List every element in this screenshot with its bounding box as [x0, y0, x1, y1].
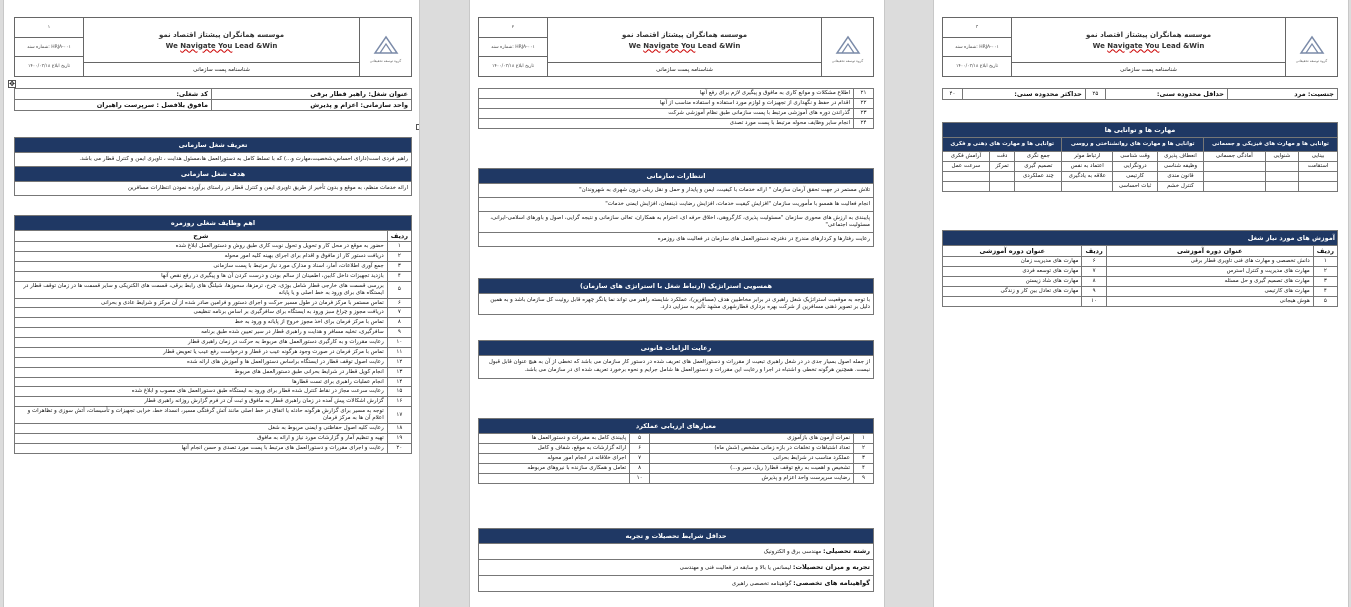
- job-code-cell: کد شغلی:: [15, 89, 212, 100]
- table-row: [15, 252, 412, 262]
- table-row: [479, 198, 874, 212]
- doc-title: شناسنامه پست سازمانی: [193, 66, 250, 73]
- skills-title: مهارت ها و توانایی ها: [943, 123, 1338, 138]
- doc-date: تاریخ ابلاغ ۱۴۰۰/۰۳/۱۸: [27, 64, 71, 70]
- duty-text: تماس مستمر با مرکز فرمان در طول مسیر حرکت و اجرای دستور و فرامین صادر شده از آن مرکز و شرایط عادی و بحرانی: [15, 298, 388, 308]
- training-number: ۷: [1082, 267, 1106, 277]
- min-age-label: حداقل محدوده سنی:: [1105, 89, 1227, 100]
- education-label: تجربه و میزان تحصیلات:: [792, 563, 870, 571]
- doc-code: HRJA-۰۰۱ :شماره سند: [943, 38, 1011, 58]
- duty-number: ۸: [387, 318, 411, 328]
- skill-cell: آمادگی جسمانی: [1203, 152, 1265, 162]
- skill-cell: علاقه به یادگیری: [1062, 171, 1113, 181]
- training-col-title-2: عنوان دوره آموزشی: [943, 246, 1082, 257]
- eval-criterion: عملکرد مناسب در شرایط بحرانی: [650, 453, 854, 463]
- page-number: ۱: [15, 18, 83, 38]
- table-row: [15, 347, 412, 357]
- table-row: [15, 387, 412, 397]
- job-definition-text: راهبر فردی است(دارای احساس،شخصیت،مهارت و...) که با تسلط کامل به دستورالعمل ها،مسئول هدایت ، تاویری ایمن و کنترل قطار می باشد.: [15, 153, 412, 167]
- skill-cell: استقامت: [1299, 161, 1338, 171]
- table-row: [15, 407, 412, 424]
- age-gender-table: [942, 88, 1338, 100]
- training-col-title: عنوان دوره آموزشی: [1106, 246, 1313, 257]
- job-goal-text: ارائه خدمات منظم، به موقع و بدون تأخیر از طریق تاویری ایمن و کنترل قطار در راستای برآورده نمودن انتظارات مسافرین: [15, 182, 412, 196]
- eval-number: ۹: [854, 473, 874, 483]
- duties-continued-table: [478, 88, 874, 129]
- training-col-num: ردیف: [1313, 246, 1337, 257]
- skill-cell: شنوایی: [1265, 152, 1298, 162]
- eval-number: ۵: [630, 434, 650, 444]
- table-row: [15, 433, 412, 443]
- skill-cell: [1203, 171, 1265, 181]
- max-age-label: حداکثر محدوده سنی:: [963, 89, 1086, 100]
- table-row: [943, 161, 1338, 171]
- education-label: رشته تحصیلی:: [822, 547, 870, 556]
- training-number: ۱۰: [1082, 296, 1106, 306]
- table-row: [943, 171, 1338, 181]
- expectation-text: تلاش مستمر در جهت تحقق آرمان سازمان " ارائه خدمات با کیفیت، ایمن و پایدار و حمل و نقل ریلی درون شهری به شهروندان": [479, 184, 874, 198]
- skill-cell: [1203, 161, 1265, 171]
- training-number: ۵: [1313, 296, 1337, 306]
- duty-text: تماس با مرکز فرمان برای اخذ مجوز خروج از پایانه و ورود به خط: [15, 318, 388, 328]
- logo-caption: گروه توسعه تحقیقاتی: [831, 59, 864, 63]
- page-header: [14, 17, 412, 77]
- eval-criterion: اجرای خلاقانه در انجام امور محوله: [479, 453, 630, 463]
- duty-text: انجام کوپل قطار در شرایط بحرانی طبق دستورالعمل های مربوط: [15, 367, 388, 377]
- table-row: [15, 367, 412, 377]
- eval-number: ۷: [630, 453, 650, 463]
- training-title: آموزش های مورد نیاز شغل: [943, 231, 1338, 246]
- duty-text: تماس با مرکز فرمان در صورت وجود هرگونه عیب در قطار و درخواست رفع عیب یا تعویض قطار: [15, 347, 388, 357]
- skill-cell: آرامش فکری: [943, 152, 990, 162]
- skill-cell: [1265, 181, 1298, 191]
- table-row: [479, 453, 874, 463]
- table-row: [15, 397, 412, 407]
- duty-text: سافرگیری، تخلیه مسافر و هدایت و راهبری قطار در سیر تعیین شده طبق برنامه: [15, 328, 388, 338]
- doc-code: HRJA-۰۰۱ :شماره سند: [479, 38, 547, 58]
- eval-number: ۱۰: [630, 473, 650, 483]
- strategy-text: با توجه به موقعیت استراتژیک شغل راهبری در برابر مخاطبین هدف (مسافرین)، عملکرد شایسته راهبر می تواند نما یانگر چهره قابل روئیت کل سازمان باشد و به همین دلیل بر تصویر ذهنی مسافرین از شرکت بهره برداری قطارشهری مشهد تأثیر به سزایی دارد.: [479, 294, 874, 315]
- legal-title: رعایت الزامات قانونی: [479, 341, 874, 356]
- eval-criterion: تعامل و همکاری سازنده با نیروهای مربوطه: [479, 463, 630, 473]
- skill-cell: تصمیم گیری: [1015, 161, 1062, 171]
- skill-cell: درونگرایی: [1113, 161, 1158, 171]
- company-name-fa: موسسه همانگران پیشتاز اقتصاد نمو: [621, 30, 748, 39]
- logo-caption: گروه توسعه تحقیقاتی: [369, 59, 402, 63]
- logo-icon: [831, 31, 865, 59]
- table-row: [479, 108, 874, 118]
- doc-title: شناسنامه پست سازمانی: [656, 66, 713, 73]
- education-row: [479, 544, 874, 560]
- education-value: مهندسی برق و الکترونیک: [763, 549, 822, 556]
- skill-cell: ارتباط موثر: [1062, 152, 1113, 162]
- job-definition-title: تعریف شغل سازمانی: [15, 138, 412, 153]
- skill-cell: [989, 181, 1014, 191]
- table-row: [943, 152, 1338, 162]
- duty-number: ۵: [387, 281, 411, 298]
- gender-cell: جنسیت: مرد: [1228, 89, 1338, 100]
- table-resize-handle[interactable]: [416, 124, 420, 130]
- duty-number: ۲۲: [854, 98, 874, 108]
- skill-cell: [1299, 171, 1338, 181]
- skill-cell: جمع نگری: [1015, 152, 1062, 162]
- table-row: [15, 308, 412, 318]
- skill-cell: قانون مندی: [1158, 171, 1204, 181]
- eval-number: ۳: [854, 453, 874, 463]
- duties-col-desc: شرح: [15, 231, 388, 242]
- expectation-text: رعایت رفتارها و کردارهای مندرج در دفترچه دستورالعمل های سازمان در فعالیت های روزمره: [479, 232, 874, 246]
- job-goal-title: هدف شغل سازمانی: [15, 167, 412, 182]
- table-row: [479, 575, 874, 591]
- table-row: [15, 242, 412, 252]
- duty-text: دریافت دستور کار از مافوق و اقدام برای اجرای بهینه کلیه امور محوله: [15, 252, 388, 262]
- expectation-text: پایبندی به ارزش های محوری سازمان "مسئولیت پذیری، کارگروهی، اخلاق حرفه ای، احترام به همکاران، تعالی سازمانی و نتیجه گرایی، اصول و باورهای اسلامی-ایرانی، مسئولیت اجتماعی": [479, 211, 874, 232]
- duty-number: ۲۱: [854, 89, 874, 99]
- duty-number: ۲۴: [854, 118, 874, 128]
- duty-text: رعایت و اجرای مقررات و دستورالعمل های مرتبط با پست مورد تصدی و حسن انجام آنها: [15, 443, 388, 453]
- max-age-value: ۴۰: [943, 89, 963, 100]
- company-logo: [359, 18, 411, 76]
- duties-title: اهم وظایف شغلی روزمره: [15, 216, 412, 231]
- legal-table: [478, 340, 874, 379]
- page-number: ۳: [943, 18, 1011, 38]
- training-course: [943, 296, 1082, 306]
- duty-number: ۲۳: [854, 108, 874, 118]
- company-logo: [821, 18, 873, 76]
- training-table: [942, 230, 1338, 307]
- duty-number: ۱۲: [387, 357, 411, 367]
- skill-cell: وقت شناسی: [1113, 152, 1158, 162]
- training-course: مهارت های تعادل بین کار و زندگی: [943, 286, 1082, 296]
- duty-text: اقدام در حفظ و نگهداری از تجهیزات و لوازم مورد استفاده و استفاده مناسب از آنها: [479, 98, 854, 108]
- skill-cell: [1265, 161, 1298, 171]
- duty-number: ۲: [387, 252, 411, 262]
- skill-cell: [989, 171, 1014, 181]
- duty-number: ۶: [387, 298, 411, 308]
- eval-criterion: تعداد اشتباهات و تخلفات در بازه زمانی مشخص (شش ماه): [650, 444, 854, 454]
- training-course: مهارت های مدیریت و کنترل استرس: [1106, 267, 1313, 277]
- duty-number: ۲۰: [387, 443, 411, 453]
- duty-number: ۱۵: [387, 387, 411, 397]
- duty-number: ۱۱: [387, 347, 411, 357]
- duties-table: [14, 215, 412, 454]
- page-header: [942, 17, 1338, 77]
- table-row: [15, 338, 412, 348]
- table-row: [15, 423, 412, 433]
- supervisor-cell: مافوق بلافصل : سرپرست راهبران: [15, 100, 212, 111]
- eval-criterion: پایبندی کامل به مقررات و دستورالعمل ها: [479, 434, 630, 444]
- table-row: [479, 544, 874, 560]
- table-row: [943, 286, 1338, 296]
- skill-cell: کارتیمی: [1113, 171, 1158, 181]
- duty-number: ۱۸: [387, 423, 411, 433]
- training-course: مهارت های شاد زیستن: [943, 277, 1082, 287]
- duty-text: رعایت کلیه اصول حفاظتی و ایمنی مربوط به شغل: [15, 423, 388, 433]
- training-number: ۹: [1082, 286, 1106, 296]
- skill-cell: دقت: [989, 152, 1014, 162]
- duty-number: ۴: [387, 271, 411, 281]
- skill-cell: [943, 171, 990, 181]
- education-row: [479, 575, 874, 591]
- eval-number: ۴: [854, 463, 874, 473]
- skill-cell: چند عملکردی: [1015, 171, 1062, 181]
- skills-header-physical: توانایی ها و مهارت های فیزیکی و جسمانی: [1203, 138, 1337, 152]
- job-title-cell: عنوان شغل: راهبر قطار برقی: [212, 89, 412, 100]
- duty-text: گزارش اشکالات پیش آمده در زمان راهبری قطار به مافوق و ثبت آن در فرم گزارش روزانه راهبری قطار: [15, 397, 388, 407]
- education-table: [478, 528, 874, 592]
- logo-caption: گروه توسعه تحقیقاتی: [1295, 59, 1328, 63]
- duty-number: ۱۶: [387, 397, 411, 407]
- table-row: [479, 184, 874, 198]
- duty-text: رعایت سرعت مجاز در نقاط کنترل شده قطار برای ورود به ایستگاه طبق دستورالعمل های مصوب و ابلاغ شده: [15, 387, 388, 397]
- table-row: [15, 357, 412, 367]
- duty-text: گذراندن دوره های آموزشی مرتبط با پست سازمانی طبق نظام آموزشی شرکت: [479, 108, 854, 118]
- education-row: [479, 560, 874, 576]
- company-slogan: We Navigate You Lead &Win: [165, 41, 278, 50]
- doc-code: HRJA-۰۰۱ :شماره سند: [15, 38, 83, 58]
- skill-cell: بینایی: [1299, 152, 1338, 162]
- skill-cell: کنترل خشم: [1158, 181, 1204, 191]
- table-row: [479, 89, 874, 99]
- skills-table: [942, 122, 1338, 192]
- table-row: [479, 118, 874, 128]
- duty-number: ۳: [387, 262, 411, 272]
- duty-number: ۱: [387, 242, 411, 252]
- page-header: [478, 17, 874, 77]
- duty-text: رعایت اصول توقف قطار در ایستگاه براساس دستورالعمل ها و آموزش های ارائه شده: [15, 357, 388, 367]
- company-name-fa: موسسه همانگران پیشتاز اقتصاد نمو: [1085, 30, 1212, 39]
- table-row: [15, 281, 412, 298]
- job-info-table: [14, 88, 412, 111]
- table-row: [15, 262, 412, 272]
- skill-cell: [943, 181, 990, 191]
- education-title: حداقل شرایط تحصیلات و تجربه: [479, 529, 874, 544]
- table-row: [479, 434, 874, 444]
- expectation-text: انجام فعالیت ها همسو با مأموریت سازمان "افزایش کیفیت خدمات، افزایش رضایت ذینفعان، افزایش ایمنی خدمات": [479, 198, 874, 212]
- duty-text: حضور به موقع در محل کار و تحویل و تحول نوبت کاری طبق روش و دستورالعمل ابلاغ شده: [15, 242, 388, 252]
- duty-text: تهیه و تنظیم آمار و گزارشات مورد نیاز و ارائه به مافوق: [15, 433, 388, 443]
- skills-header-mental: توانایی ها و مهارت های ذهنی و فکری: [943, 138, 1062, 152]
- eval-criterion: [479, 473, 630, 483]
- skill-cell: اعتماد به نفس: [1062, 161, 1113, 171]
- duty-number: ۱۰: [387, 338, 411, 348]
- table-row: [15, 377, 412, 387]
- duty-text: جمع آوری اطلاعات، آمار، اسناد و مدارک مورد نیاز مرتبط با پست سازمانی: [15, 262, 388, 272]
- training-course: مهارت های تصمیم گیری و حل مسئله: [1106, 277, 1313, 287]
- skill-cell: انعطاف پذیری: [1158, 152, 1204, 162]
- training-number: ۳: [1313, 277, 1337, 287]
- org-unit-cell: واحد سازمانی: اعزام و پذیرش: [212, 100, 412, 111]
- training-course: هوش هیجانی: [1106, 296, 1313, 306]
- duty-number: ۱۷: [387, 407, 411, 424]
- company-slogan: We Navigate You Lead &Win: [1092, 41, 1205, 50]
- doc-date: تاریخ ابلاغ ۱۴۰۰/۰۳/۱۸: [955, 64, 999, 70]
- eval-criterion: تشخیص و اهمیت به رفع توقف قطار( ریل، سیر و...): [650, 463, 854, 473]
- table-row: [943, 267, 1338, 277]
- skill-cell: [1015, 181, 1062, 191]
- skill-cell: ثبات احساسی: [1113, 181, 1158, 191]
- page-number: ۲: [479, 18, 547, 38]
- training-number: ۶: [1082, 257, 1106, 267]
- education-label: گواهینامه های تخصصی:: [793, 578, 870, 587]
- expectations-title: انتظارات سازمانی: [479, 169, 874, 184]
- eval-number: ۱: [854, 434, 874, 444]
- eval-number: ۲: [854, 444, 874, 454]
- skills-header-psych: توانایی ها و مهارت های روانشناختی و روسی: [1062, 138, 1203, 152]
- training-number: ۴: [1313, 286, 1337, 296]
- training-course: مهارت های توسعه فردی: [943, 267, 1082, 277]
- table-row: [479, 232, 874, 246]
- table-row: [479, 98, 874, 108]
- table-row: [943, 257, 1338, 267]
- training-course: مهارت های مدیریت زمان: [943, 257, 1082, 267]
- duty-text: توجه به مسیر برای گزارش هرگونه حادثه یا اتفاق در خط اصلی مانند آتش گرفتگی مسیر، انسداد خط، خرابی تجهیزات و تأسیسات، آتش سوزی و تظاهرات و اعلام آن ها به مرکز فرمان: [15, 407, 388, 424]
- table-row: [15, 298, 412, 308]
- evaluation-table: [478, 418, 874, 484]
- table-row: [943, 277, 1338, 287]
- skill-cell: [1203, 181, 1265, 191]
- training-number: ۸: [1082, 277, 1106, 287]
- eval-criterion: رضایت سرپرست واحد اعزام و پذیرش: [650, 473, 854, 483]
- expectations-table: [478, 168, 874, 247]
- table-row: [943, 296, 1338, 306]
- eval-number: ۸: [630, 463, 650, 473]
- legal-text: از جمله اصول بسیار جدی در در شغل راهبری تبعیت از مقررات و دستورالعمل های تعریف شده در دستور کار سازمان می باشد که تخطی از آن به هیچ عنوان قابل قبول نیست. همچنین هرگونه تخطی و اشتباه در اجرا و رعایت این مقررات و دستورالعمل ها شامل جرایم و نحوه برخورد تعریف شده ای در سازمان می باشد.: [479, 356, 874, 379]
- training-number: ۲: [1313, 267, 1337, 277]
- skill-cell: سرعت عمل: [943, 161, 990, 171]
- table-row: [943, 181, 1338, 191]
- table-row: [15, 328, 412, 338]
- logo-icon: [369, 31, 403, 59]
- duty-text: بازدید تجهیزات داخل کابین، اطمینان از سالم بودن و درست کردن آن ها و پیگیری در رفع نقص آنها: [15, 271, 388, 281]
- document-page-3: [933, 0, 1349, 607]
- company-logo: [1285, 18, 1337, 76]
- duty-number: ۱۹: [387, 433, 411, 443]
- doc-title: شناسنامه پست سازمانی: [1120, 66, 1177, 73]
- duty-number: ۱۳: [387, 367, 411, 377]
- duty-text: بررسی قسمت های خارجی قطار شامل بوژی، چرخ، ترمزها، سحوزها، شیلنگ های رابط برقی، قسمت های الکتریکی و سایر قسمت ها در زمان توقف قطار در ایستگاه های برای ورود به خط اصلی و یا پایانه: [15, 281, 388, 298]
- job-definition-table: [14, 137, 412, 196]
- table-row: [479, 463, 874, 473]
- logo-icon: [1295, 31, 1329, 59]
- training-course: مهارت های کارتیمی: [1106, 286, 1313, 296]
- duty-text: اطلاع مشکلات و موانع کاری به مافوق و پیگیری لازم برای رفع آنها: [479, 89, 854, 99]
- duty-text: انجام عملیات راهبری برای تست قطارها: [15, 377, 388, 387]
- training-number: ۱: [1313, 257, 1337, 267]
- strategy-table: [478, 278, 874, 315]
- skill-cell: [1062, 181, 1113, 191]
- document-page-1: [3, 0, 420, 607]
- document-page-2: [469, 0, 885, 607]
- doc-date: تاریخ ابلاغ ۱۴۰۰/۰۳/۱۸: [491, 64, 535, 70]
- table-row: [15, 443, 412, 453]
- education-value: گواهینامه تخصصی راهبری: [731, 580, 792, 587]
- table-row: [15, 271, 412, 281]
- duty-number: ۱۴: [387, 377, 411, 387]
- table-row: [479, 444, 874, 454]
- table-row: [15, 318, 412, 328]
- table-row: [479, 211, 874, 232]
- eval-criterion: ارائه گزارشات به موقع، شفاف و کامل: [479, 444, 630, 454]
- duty-text: انجام سایر وظایف محوله مرتبط با پست مورد تصدی: [479, 118, 854, 128]
- training-col-num-2: ردیف: [1082, 246, 1106, 257]
- education-value: لیسانس یا بالا و سابقه در فعالیت فنی و مهندسی: [679, 565, 792, 571]
- table-move-handle[interactable]: ✥: [9, 80, 15, 88]
- skill-cell: [1265, 171, 1298, 181]
- table-row: [479, 473, 874, 483]
- duty-text: دریافت مجوز و چراغ سبز ورود به ایستگاه برای سافرگیری بر اساس برنامه تنظیمی: [15, 308, 388, 318]
- eval-number: ۶: [630, 444, 650, 454]
- duties-col-num: ردیف: [387, 231, 411, 242]
- duty-number: ۹: [387, 328, 411, 338]
- training-course: دانش تخصصی و مهارت های فنی تاویری قطار برقی: [1106, 257, 1313, 267]
- skill-cell: تمرکز: [989, 161, 1014, 171]
- duty-text: رعایت مقررات و به کارگیری دستورالعمل های مربوط به حرکت در زمان راهبری قطار: [15, 338, 388, 348]
- company-slogan: We Navigate You Lead &Win: [628, 41, 741, 50]
- skill-cell: [1299, 181, 1338, 191]
- eval-criterion: نمرات آزمون های بازآموزی: [650, 434, 854, 444]
- duty-number: ۷: [387, 308, 411, 318]
- skill-cell: وظیفه شناسی: [1158, 161, 1204, 171]
- min-age-value: ۲۵: [1085, 89, 1105, 100]
- evaluation-title: معیارهای ارزیابی عملکرد: [479, 419, 874, 434]
- strategy-title: همسویی استراتژیک (ارتباط شغل با استراتژی های سازمان): [479, 279, 874, 294]
- company-name-fa: موسسه همانگران پیشتاز اقتصاد نمو: [158, 30, 285, 39]
- table-row: [479, 560, 874, 576]
